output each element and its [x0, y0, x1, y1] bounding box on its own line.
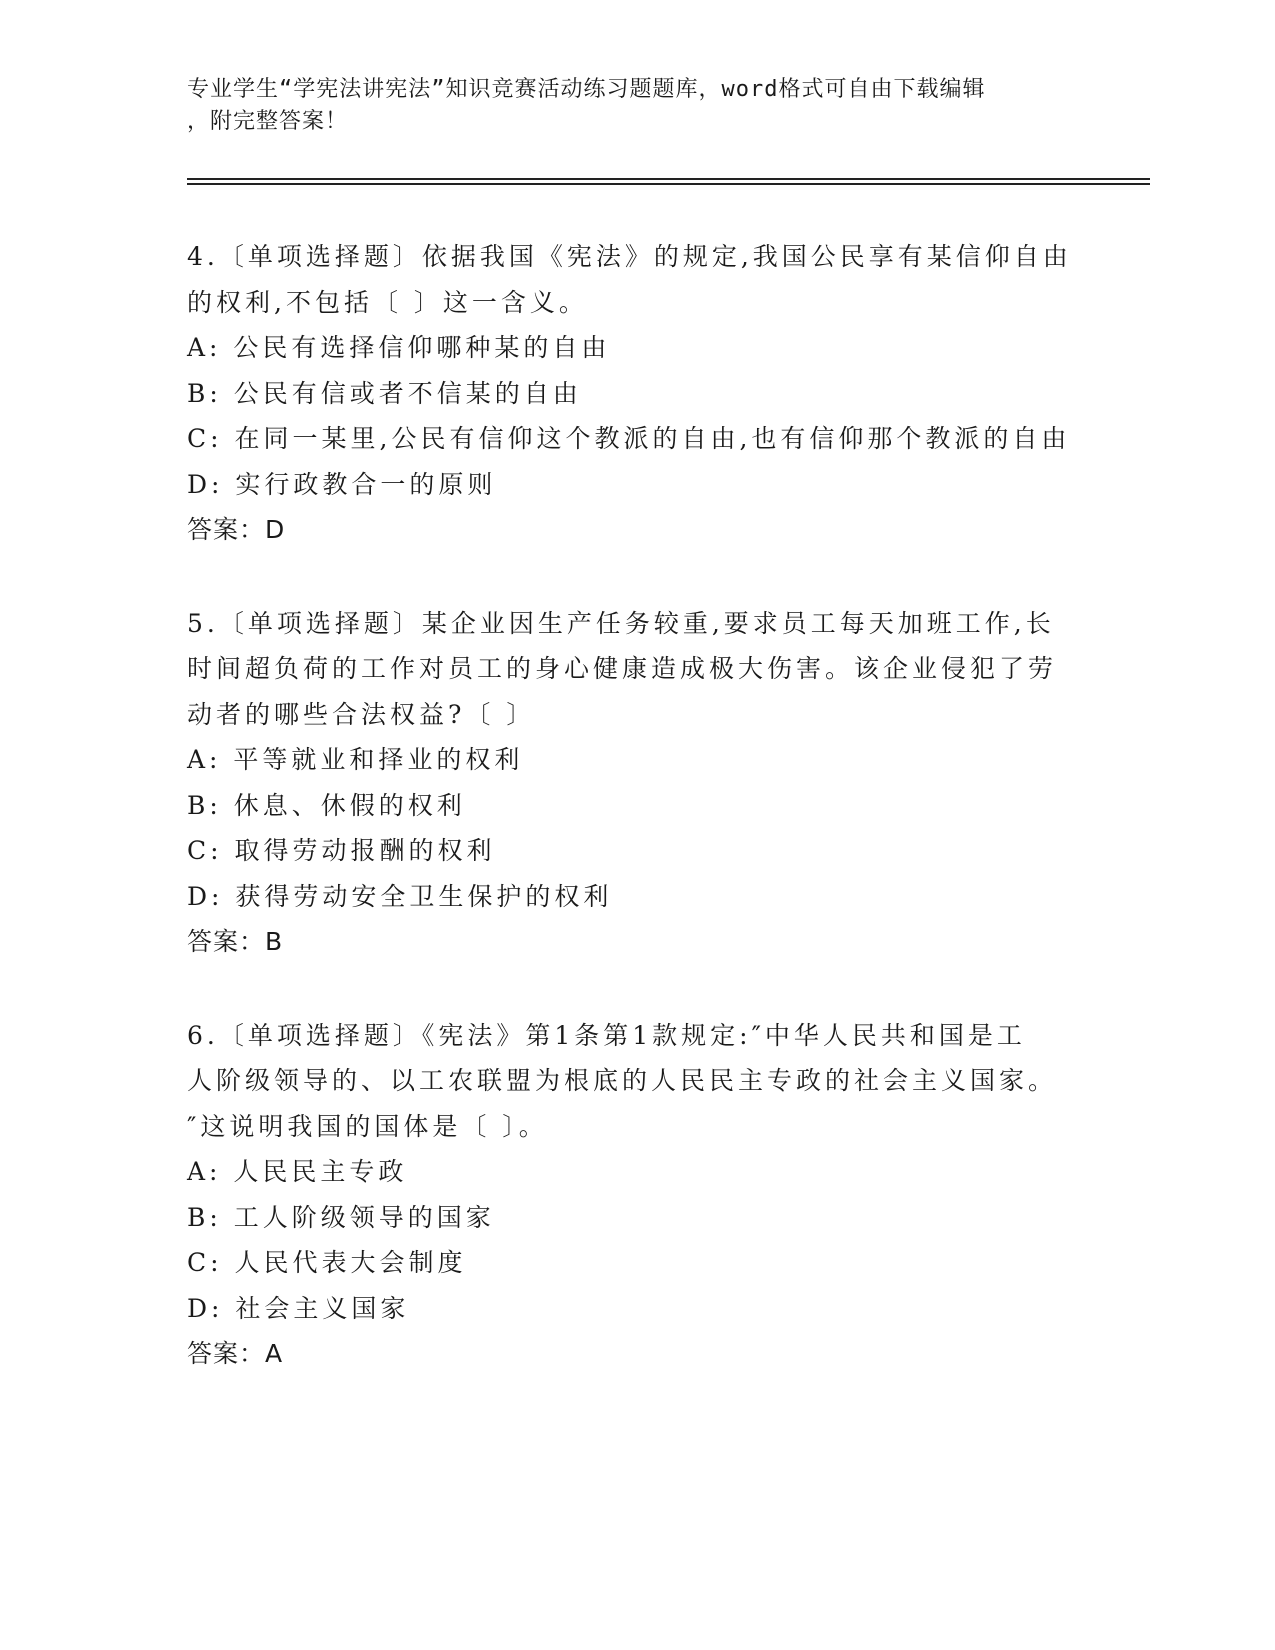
option-b: B: 工人阶级领导的国家	[187, 1202, 495, 1232]
question-4	[187, 234, 1087, 553]
answer-line: 答案：A	[187, 1339, 284, 1368]
header-line-2: ，附完整答案！	[187, 109, 349, 134]
option-b: B: 休息、休假的权利	[187, 790, 466, 820]
answer-line: 答案：B	[187, 927, 284, 956]
question-stem-line: ″这说明我国的国体是〔 〕。	[187, 1111, 548, 1141]
question-stem-line: 人阶级领导的、以工农联盟为根底的人民民主专政的社会主义国家。	[187, 1066, 1058, 1095]
option-c: C: 人民代表大会制度	[187, 1248, 467, 1277]
question-stem-line: 动者的哪些合法权益?〔 〕	[187, 699, 536, 729]
question-stem-line: 的权利,不包括〔 〕这一含义。	[187, 287, 588, 317]
header-divider-bottom	[187, 183, 1150, 185]
option-d: D: 社会主义国家	[187, 1293, 410, 1323]
question-stem-line: 5.〔单项选择题〕某企业因生产任务较重,要求员工每天加班工作,长	[187, 608, 1055, 638]
option-d: D: 实行政教合一的原则	[187, 469, 497, 499]
document-header	[187, 74, 1067, 138]
question-6	[187, 1013, 1087, 1377]
header-divider-top	[187, 178, 1150, 180]
option-a: A: 公民有选择信仰哪种某的自由	[187, 333, 611, 362]
header-line-1: 专业学生“学宪法讲宪法”知识竞赛活动练习题题库，word格式可自由下载编辑	[187, 77, 986, 102]
option-a: A: 平等就业和择业的权利	[187, 745, 524, 774]
option-a: A: 人民民主专政	[187, 1157, 408, 1186]
question-5	[187, 601, 1087, 965]
option-d: D: 获得劳动安全卫生保护的权利	[187, 881, 613, 911]
option-b: B: 公民有信或者不信某的自由	[187, 378, 582, 408]
option-c: C: 在同一某里,公民有信仰这个教派的自由,也有信仰那个教派的自由	[187, 424, 1071, 453]
option-c: C: 取得劳动报酬的权利	[187, 836, 496, 865]
answer-line: 答案：D	[187, 515, 286, 544]
question-stem-line: 4.〔单项选择题〕依据我国《宪法》的规定,我国公民享有某信仰自由	[187, 242, 1072, 271]
question-stem-line: 时间超负荷的工作对员工的身心健康造成极大伤害。该企业侵犯了劳	[187, 654, 1058, 683]
question-list	[187, 234, 1087, 1425]
question-stem-line: 6.〔单项选择题〕《宪法》第1条第1款规定:″中华人民共和国是工	[187, 1020, 1026, 1050]
